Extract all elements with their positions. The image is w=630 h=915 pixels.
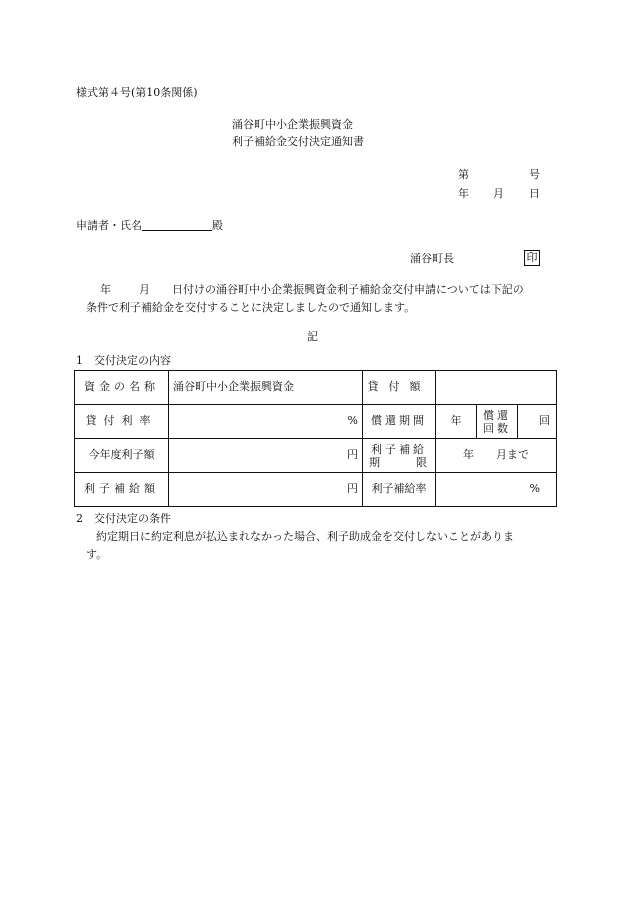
fund-name-label: 資金の名称 bbox=[75, 371, 169, 405]
subsidy-amount-label: 利子補給額 bbox=[75, 473, 169, 507]
section2-paragraph bbox=[76, 528, 566, 564]
form-number: 様式第４号(第10条関係) bbox=[76, 86, 198, 99]
doc-number-go: 号 bbox=[529, 168, 540, 181]
section2-line-1: 約定期日に約定利息が払込まれなかった場合、利子助成金を交付しないことがありま bbox=[96, 530, 514, 543]
recipient-line bbox=[76, 219, 223, 233]
subsidy-period-value: 年 月まで bbox=[436, 439, 557, 473]
recipient-honorific: 殿 bbox=[212, 219, 223, 232]
recipient-label: 申請者・氏名 bbox=[76, 219, 142, 232]
table-row bbox=[75, 371, 557, 405]
body-month: 月 bbox=[139, 283, 150, 296]
loan-amount-label: 貸付額 bbox=[363, 371, 436, 405]
table-row bbox=[75, 405, 557, 439]
subsidy-period-label: 利子補給 期 限 bbox=[363, 439, 436, 473]
issuer-title: 涌谷町長 bbox=[410, 252, 454, 265]
interest-this-year-value: 円 bbox=[169, 439, 363, 473]
ki-mark: 記 bbox=[307, 330, 318, 343]
repay-count-label: 償還 回数 bbox=[477, 405, 518, 438]
section2-heading: 2 交付決定の条件 bbox=[76, 512, 171, 525]
section2-line-2: す。 bbox=[86, 548, 108, 561]
issuer-seal bbox=[524, 250, 540, 266]
fund-name-value: 涌谷町中小企業振興資金 bbox=[169, 371, 363, 405]
table-row bbox=[75, 439, 557, 473]
interest-this-year-label: 今年度利子額 bbox=[75, 439, 169, 473]
recipient-name-blank bbox=[142, 219, 212, 231]
body-line-1: 日付けの涌谷町中小企業振興資金利子補給金交付申請については下記の bbox=[172, 283, 524, 296]
body-year: 年 bbox=[100, 283, 111, 296]
loan-amount-value bbox=[436, 371, 557, 405]
date-month: 月 bbox=[493, 187, 504, 200]
date-day: 日 bbox=[529, 187, 540, 200]
doc-number-dai: 第 bbox=[458, 168, 469, 181]
table-row bbox=[75, 473, 557, 507]
subsidy-amount-value: 円 bbox=[169, 473, 363, 507]
subsidy-rate-value: % bbox=[436, 473, 557, 507]
loan-rate-label: 貸付利率 bbox=[75, 405, 169, 439]
repay-period-cell bbox=[436, 405, 557, 439]
section1-heading: 1 交付決定の内容 bbox=[76, 354, 171, 367]
date-year: 年 bbox=[458, 187, 469, 200]
title-line-1: 涌谷町中小企業振興資金 bbox=[232, 118, 353, 131]
decision-table bbox=[74, 370, 557, 507]
seal-icon: 印 bbox=[524, 250, 540, 266]
repay-times-unit: 回 bbox=[539, 414, 550, 428]
loan-rate-value: % bbox=[169, 405, 363, 439]
repay-period-label: 償還期間 bbox=[363, 405, 436, 439]
repay-year-unit: 年 bbox=[436, 405, 477, 438]
subsidy-rate-label: 利子補給率 bbox=[363, 473, 436, 507]
body-line-2: 条件で利子補給金を交付することに決定しましたので通知します。 bbox=[86, 301, 416, 314]
body-paragraph bbox=[76, 281, 566, 317]
title-line-2: 利子補給金交付決定通知書 bbox=[232, 135, 364, 148]
